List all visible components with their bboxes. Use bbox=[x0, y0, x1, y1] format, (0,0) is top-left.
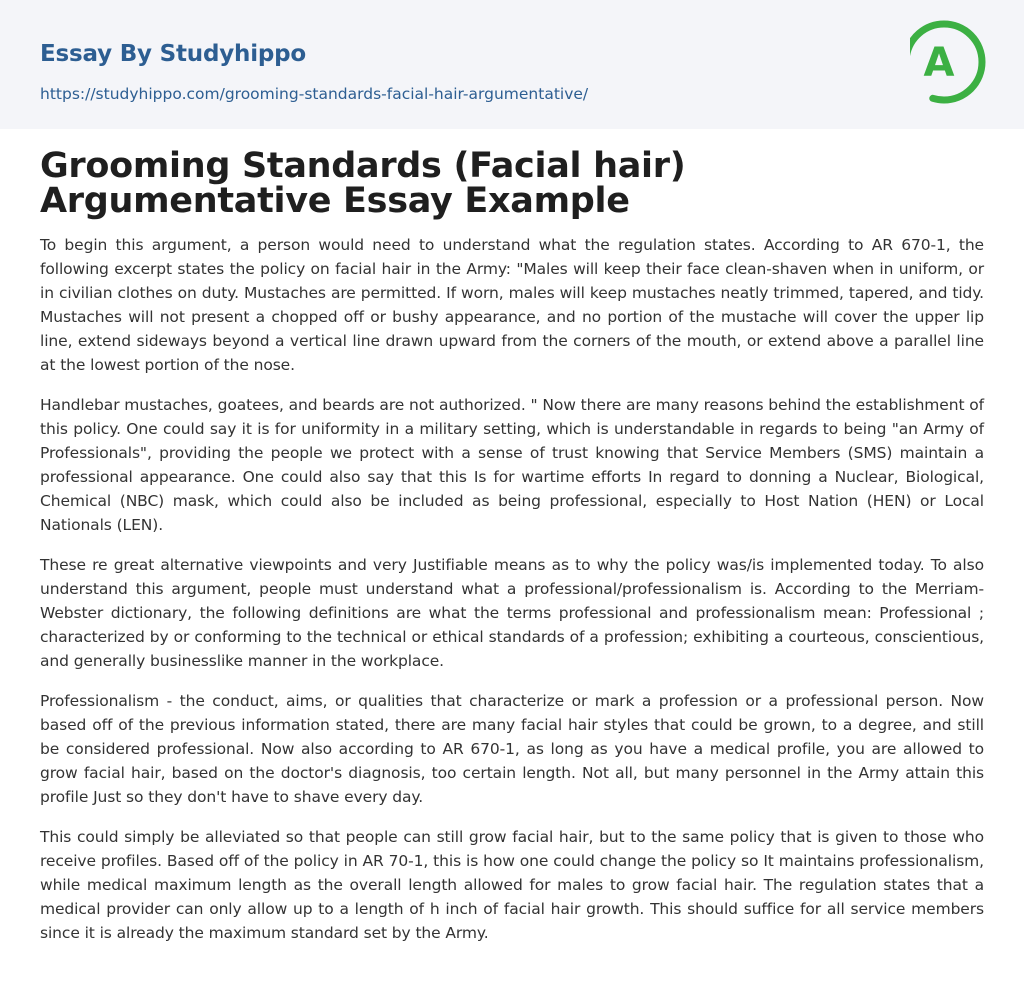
logo-ring-icon bbox=[910, 19, 986, 105]
logo-letter: A bbox=[923, 40, 955, 86]
essay-paragraph-1: To begin this argument, a person would need to understand what the regulation states. According to AR 670-1, the following excerpt states the policy on facial hair in the Army: "Males will keep their face clean-shaven when in uniform, or in civilian clothes on duty. Mustaches are permitted. If worn, males will keep mustaches neatly trimmed, tapered, and tidy. Mustaches will not present a chopped off or bushy appearance, and no portion of the mustache will cover the upper lip line, extend sideways beyond a vertical line drawn upward from the corners of the mouth, or extend above a parallel line at the lowest portion of the nose. bbox=[40, 236, 984, 374]
studyhippo-logo[interactable] bbox=[910, 19, 986, 105]
essay-content bbox=[0, 146, 1024, 945]
essay-paragraph-5: This could simply be alleviated so that people can still grow facial hair, but to the same policy that is given to those who receive profiles. Based off of the policy in AR 70-1, this is how one could change the policy so It maintains professionalism, while medical maximum length as the overall length allowed for males to grow facial hair. The regulation states that a medical provider can only allow up to a length of h inch of facial hair growth. This should suffice for all service members since it is already the maximum standard set by the Army. bbox=[40, 828, 984, 942]
essay-paragraph-2: Handlebar mustaches, goatees, and beards are not authorized. " Now there are many reasons behind the establishment of this policy. One could say it is for uniformity in a military setting, which is understandable in regards to being "an Army of Professionals", providing the people we protect with a sense of trust knowing that Service Members (SMS) maintain a professional appearance. One could also say that this Is for wartime efforts In regard to donning a Nuclear, Biological, Chemical (NBC) mask, which could also be included as being professional, especially to Host Nation (HEN) or Local Nationals (LEN). bbox=[40, 396, 984, 534]
essay-paragraph-4: Professionalism - the conduct, aims, or qualities that characterize or mark a profession or a professional person. Now based off of the previous information stated, there are many facial hair styles that could be grown, to a degree, and still be considered professional. Now also according to AR 670-1, as long as you have a medical profile, you are allowed to grow facial hair, based on the doctor's diagnosis, too certain length. Not all, but many personnel in the Army attain this profile Just so they don't have to shave every day. bbox=[40, 692, 984, 806]
site-header bbox=[0, 0, 1024, 129]
essay-title: Grooming Standards (Facial hair) Argumentative Essay Example bbox=[40, 146, 686, 221]
site-title[interactable]: Essay By Studyhippo bbox=[40, 41, 307, 67]
essay-paragraph-3: These re great alternative viewpoints and very Justifiable means as to why the policy was/is implemented today. To also understand this argument, people must understand what a professional/professionalism is. According to the Merriam-Webster dictionary, the following definitions are what the terms professional and professionalism mean: Professional ; characterized by or conforming to the technical or ethical standards of a profession; exhibiting a courteous, conscientious, and generally businesslike manner in the workplace. bbox=[40, 556, 984, 670]
source-url-link[interactable]: https://studyhippo.com/grooming-standards-facial-hair-argumentative/ bbox=[40, 85, 589, 103]
